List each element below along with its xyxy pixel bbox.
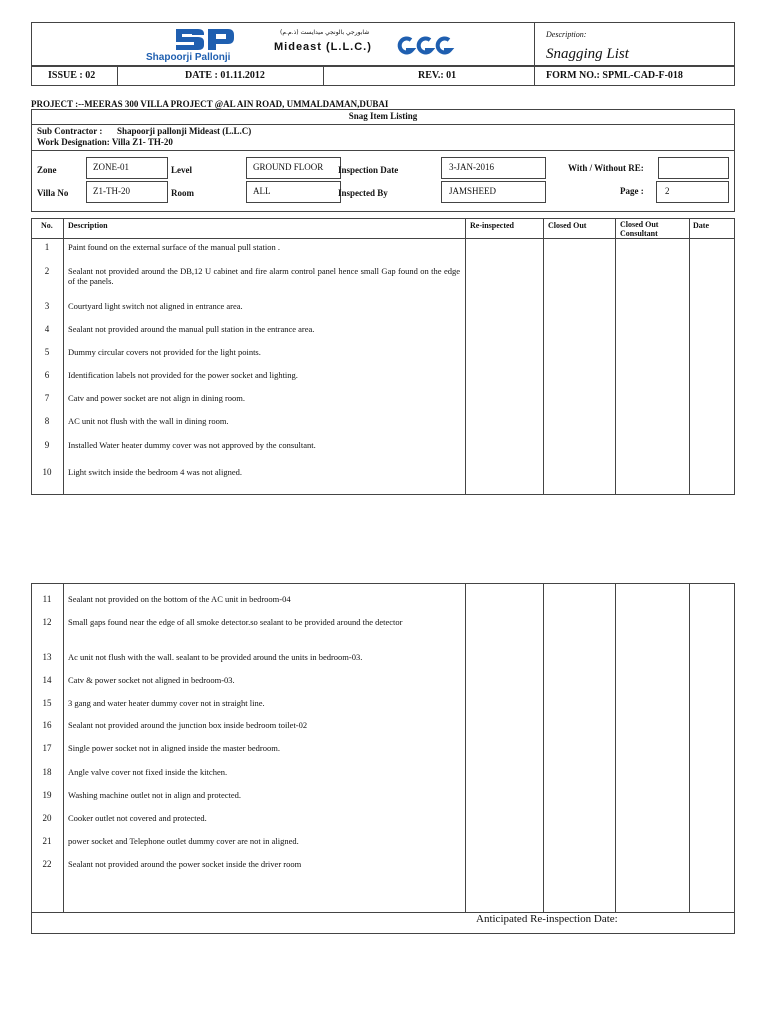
item-number: 6 xyxy=(44,370,50,380)
snag-title: Snag Item Listing xyxy=(348,111,418,121)
col-reinspected: Re-inspected xyxy=(470,221,514,230)
ggg-logo-icon xyxy=(396,35,456,57)
villa-label: Villa No xyxy=(37,188,69,198)
snag-table-2 xyxy=(31,583,735,934)
item-description: 3 gang and water heater dummy cover not in straight line. xyxy=(68,698,265,708)
zone-label: Zone xyxy=(37,165,57,175)
level-value: GROUND FLOOR xyxy=(253,162,324,172)
company-logo xyxy=(140,25,470,65)
item-number: 17 xyxy=(42,743,52,753)
rev-label: REV.: 01 xyxy=(418,70,457,81)
room-value: ALL xyxy=(253,186,271,196)
with-without-field xyxy=(658,157,729,179)
item-description: Small gaps found near the edge of all smoke detector.so sealant to be provided around the detector xyxy=(68,617,403,627)
description-label: Description: xyxy=(546,30,587,39)
company-arabic: شابورجي بالونجي ميدايست (ذ.م.م) xyxy=(280,29,370,36)
col-closed-out-consultant: Closed Out Consultant xyxy=(620,220,659,238)
col-description: Description xyxy=(68,221,108,230)
item-description: Sealant not provided around the manual pull station in the entrance area. xyxy=(68,324,315,334)
item-number: 7 xyxy=(44,393,50,403)
company-name: Shapoorji Pallonji xyxy=(146,52,231,63)
item-description: Sealant not provided on the bottom of the AC unit in bedroom-04 xyxy=(68,594,291,604)
item-number: 2 xyxy=(44,266,50,276)
item-description: Ac unit not flush with the wall. sealant to be provided around the units in bedroom-03. xyxy=(68,652,363,662)
with-without-label: With / Without RE: xyxy=(568,163,644,173)
item-number: 1 xyxy=(44,242,50,252)
item-number: 11 xyxy=(42,594,52,604)
page-value: 2 xyxy=(665,186,670,196)
item-number: 16 xyxy=(42,720,52,730)
zone-value: ZONE-01 xyxy=(93,162,129,172)
col-date: Date xyxy=(693,221,709,230)
item-number: 19 xyxy=(42,790,52,800)
item-description: Courtyard light switch not aligned in entrance area. xyxy=(68,301,243,311)
inspection-date-label: Inspection Date xyxy=(338,165,399,175)
item-number: 15 xyxy=(42,698,52,708)
item-description: Catv and power socket are not align in dining room. xyxy=(68,393,246,403)
item-description: Single power socket not in aligned inside the master bedroom. xyxy=(68,743,280,753)
issue-label: ISSUE : 02 xyxy=(48,70,96,81)
sub-contractor-label: Sub Contractor : xyxy=(37,126,103,136)
sp-logo-icon xyxy=(168,25,238,55)
item-description: Identification labels not provided for the power socket and lighting. xyxy=(68,370,298,380)
item-description: Washing machine outlet not in align and protected. xyxy=(68,790,242,800)
item-number: 10 xyxy=(42,467,52,477)
company-sub: Mideast (L.L.C.) xyxy=(274,41,372,53)
item-description: Angle valve cover not fixed inside the kitchen. xyxy=(68,767,228,777)
item-description: Sealant not provided around the power socket inside the driver room xyxy=(68,859,302,869)
item-description: Catv & power socket not aligned in bedroom-03. xyxy=(68,675,235,685)
sub-contractor: Shapoorji pallonji Mideast (L.L.C) xyxy=(117,126,252,136)
item-description: Installed Water heater dummy cover was not approved by the consultant. xyxy=(68,440,316,450)
item-number: 14 xyxy=(42,675,52,685)
col-no: No. xyxy=(41,221,53,230)
item-description: Paint found on the external surface of the manual pull station . xyxy=(68,242,280,252)
date-label: DATE : 01.11.2012 xyxy=(185,70,265,81)
inspection-date-value: 3-JAN-2016 xyxy=(449,162,494,172)
item-number: 8 xyxy=(44,416,50,426)
item-number: 4 xyxy=(44,324,50,334)
villa-value: Z1-TH-20 xyxy=(93,186,130,196)
item-number: 9 xyxy=(44,440,50,450)
item-number: 13 xyxy=(42,652,52,662)
item-description: power socket and Telephone outlet dummy cover are not in aligned. xyxy=(68,836,299,846)
anticipated-reinspection-date: Anticipated Re-inspection Date: xyxy=(476,913,618,925)
work-designation: Work Designation: Villa Z1- TH-20 xyxy=(37,137,173,147)
document-title: Snagging List xyxy=(546,46,629,62)
item-description: Dummy circular covers not provided for the light points. xyxy=(68,347,261,357)
page-label: Page : xyxy=(620,186,644,196)
item-number: 22 xyxy=(42,859,52,869)
project-line: PROJECT :--MEERAS 300 VILLA PROJECT @AL AIN ROAD, UMMALDAMAN,DUBAI xyxy=(31,99,389,109)
inspected-by-value: JAMSHEED xyxy=(449,186,497,196)
item-number: 18 xyxy=(42,767,52,777)
item-number: 21 xyxy=(42,836,52,846)
item-description: Sealant not provided around the junction box inside bedroom toilet-02 xyxy=(68,720,308,730)
form-no: FORM NO.: SPML-CAD-F-018 xyxy=(546,70,683,81)
room-label: Room xyxy=(171,188,194,198)
item-description: Sealant not provided around the DB,12 U cabinet and fire alarm control panel hence small Gap found on the edge of the panels. xyxy=(68,266,460,286)
item-number: 5 xyxy=(44,347,50,357)
item-number: 3 xyxy=(44,301,50,311)
inspected-by-label: Inspected By xyxy=(338,188,388,198)
item-description: AC unit not flush with the wall in dining room. xyxy=(68,416,229,426)
col-closed-out: Closed Out xyxy=(548,221,587,230)
item-description: Cooker outlet not covered and protected. xyxy=(68,813,207,823)
item-number: 20 xyxy=(42,813,52,823)
item-description: Light switch inside the bedroom 4 was not aligned. xyxy=(68,467,242,477)
level-label: Level xyxy=(171,165,192,175)
item-number: 12 xyxy=(42,617,52,627)
